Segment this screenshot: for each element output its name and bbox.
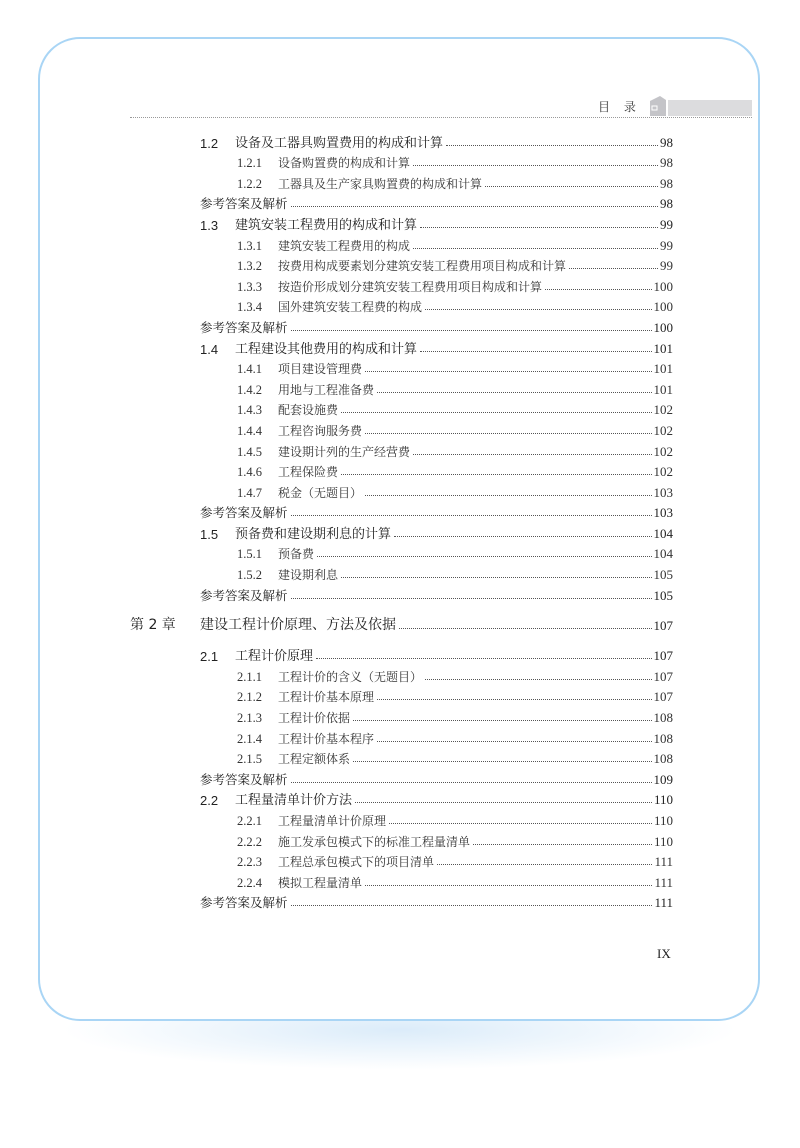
toc-entry-title: 设备购置费的构成和计算 xyxy=(278,156,411,171)
dot-leader xyxy=(394,536,651,537)
dot-leader xyxy=(545,289,651,290)
dot-leader xyxy=(291,905,653,906)
toc-entry-number: 1.2 xyxy=(200,135,219,151)
toc-entry-page: 108 xyxy=(653,730,673,746)
toc-answers-entry[interactable] xyxy=(130,891,673,912)
toc-entry-title: 工器具及生产家具购置费的构成和计算 xyxy=(278,176,483,191)
toc-entry-page: 99 xyxy=(660,237,673,253)
dot-leader xyxy=(420,227,658,228)
toc-entry-page: 101 xyxy=(653,361,673,377)
toc-answers-entry[interactable] xyxy=(130,583,673,604)
toc-entry[interactable] xyxy=(130,705,673,726)
toc-entry[interactable] xyxy=(130,439,673,460)
toc-entry[interactable] xyxy=(130,542,673,563)
toc-entry[interactable] xyxy=(130,377,673,398)
dot-leader xyxy=(473,844,652,845)
toc-entry-title: 工程咨询服务费 xyxy=(278,423,363,438)
toc-entry-title: 设备及工器具购置费用的构成和计算 xyxy=(235,135,444,151)
toc-entry[interactable] xyxy=(130,850,673,871)
toc-answers-entry[interactable] xyxy=(130,767,673,788)
toc-entry-title: 项目建设管理费 xyxy=(278,362,363,377)
toc-entry[interactable] xyxy=(130,460,673,481)
toc-entry-number: 2.1 xyxy=(200,649,219,665)
header-bar xyxy=(668,100,752,116)
toc-entry[interactable] xyxy=(130,829,673,850)
toc-entry-page: 100 xyxy=(653,299,673,315)
dot-leader xyxy=(291,206,658,207)
toc-answers-entry[interactable] xyxy=(130,315,673,336)
toc-entry-title: 建设期计列的生产经营费 xyxy=(278,444,411,459)
toc-entry-title: 工程计价的含义（无题目） xyxy=(278,669,423,684)
dot-leader xyxy=(446,145,658,146)
toc-entry-title: 工程量清单计价方法 xyxy=(235,793,353,809)
toc-entry-page: 98 xyxy=(660,134,673,150)
toc-entry-page: 111 xyxy=(654,895,673,911)
toc-entry-number: 2.2.4 xyxy=(237,875,262,890)
dot-leader xyxy=(485,186,658,187)
toc-entry-number: 1.4.5 xyxy=(237,444,262,459)
toc-entry-page: 104 xyxy=(653,546,673,562)
dot-leader xyxy=(377,741,651,742)
dot-leader xyxy=(341,474,651,475)
toc-answers-entry[interactable] xyxy=(130,192,673,213)
toc-entry-page: 105 xyxy=(653,587,673,603)
toc-entry-number: 1.4.2 xyxy=(237,382,262,397)
toc-entry-number: 1.2.2 xyxy=(237,176,262,191)
toc-entry-number: 2.1.2 xyxy=(237,690,262,705)
page-number: IX xyxy=(657,946,671,961)
toc-chapter[interactable] xyxy=(130,612,673,634)
dot-leader xyxy=(437,864,652,865)
dot-leader xyxy=(425,679,651,680)
toc-entry-page: 108 xyxy=(653,710,673,726)
toc-entry-title: 工程计价依据 xyxy=(278,711,351,726)
toc-entry-title: 模拟工程量清单 xyxy=(278,875,363,890)
dot-leader xyxy=(316,658,651,659)
toc-entry-page: 110 xyxy=(653,813,673,828)
dot-leader xyxy=(420,351,651,352)
toc-entry[interactable] xyxy=(130,480,673,501)
toc-entry[interactable] xyxy=(130,747,673,768)
toc-entry-title: 国外建筑安装工程费的构成 xyxy=(278,300,423,315)
dot-leader xyxy=(365,495,651,496)
dot-leader xyxy=(291,598,652,599)
toc-entry-number: 2.2.3 xyxy=(237,855,262,870)
toc-entry-page: 107 xyxy=(653,668,673,684)
toc-entry[interactable] xyxy=(130,418,673,439)
toc-entry-title: 税金（无题目） xyxy=(278,485,363,500)
toc-entry[interactable] xyxy=(130,870,673,891)
dot-leader xyxy=(365,433,651,434)
dot-leader xyxy=(413,165,658,166)
toc-entry[interactable] xyxy=(130,254,673,275)
toc-entry-page: 99 xyxy=(660,216,673,232)
toc-entry[interactable] xyxy=(130,521,673,542)
toc-entry[interactable] xyxy=(130,685,673,706)
dot-leader xyxy=(365,885,652,886)
dot-leader xyxy=(413,248,658,249)
toc-entry-number: 1.4.6 xyxy=(237,465,262,480)
dot-leader xyxy=(341,577,651,578)
toc-entry-number: 2.1.1 xyxy=(237,669,262,684)
toc-entry-title: 建设工程计价原理、方法及依据 xyxy=(200,616,396,633)
toc-entry-page: 100 xyxy=(653,319,673,335)
toc-entry-title: 参考答案及解析 xyxy=(200,587,288,603)
toc-entry-page: 103 xyxy=(653,484,673,500)
toc-entry-title: 按造价形成划分建筑安装工程费用项目构成和计算 xyxy=(278,279,543,294)
dot-leader xyxy=(291,782,652,783)
toc-answers-entry[interactable] xyxy=(130,501,673,522)
toc-entry-title: 工程量清单计价原理 xyxy=(278,814,387,828)
dot-leader xyxy=(377,699,651,700)
toc-entry-page: 102 xyxy=(653,443,673,459)
bookmark-tab-icon xyxy=(648,95,668,116)
toc-entry-title: 参考答案及解析 xyxy=(200,319,288,335)
toc-entry-number: 1.3.2 xyxy=(237,259,262,274)
toc-entry-number: 1.3.1 xyxy=(237,238,262,253)
toc-entry-number: 2.1.4 xyxy=(237,731,262,746)
running-header-title: 目 录 xyxy=(598,100,641,114)
table-of-contents xyxy=(130,130,673,911)
toc-entry-page: 111 xyxy=(654,874,673,890)
toc-entry-title: 建筑安装工程费用的构成和计算 xyxy=(235,217,418,233)
toc-entry-number: 1.4 xyxy=(200,341,219,357)
toc-entry-title: 工程定额体系 xyxy=(278,752,351,767)
toc-entry-title: 工程计价基本原理 xyxy=(278,690,375,705)
dot-leader xyxy=(399,628,652,629)
toc-entry-title: 工程总承包模式下的项目清单 xyxy=(278,855,435,870)
header-divider xyxy=(130,117,752,118)
toc-entry-number: 1.5.1 xyxy=(237,547,262,562)
toc-entry-page: 107 xyxy=(653,617,673,633)
toc-entry-page: 102 xyxy=(653,402,673,418)
toc-entry[interactable] xyxy=(130,274,673,295)
toc-entry-number: 1.5 xyxy=(200,526,219,542)
toc-entry-page: 98 xyxy=(660,155,673,171)
toc-entry-page: 101 xyxy=(653,381,673,397)
toc-entry-page: 110 xyxy=(653,792,673,808)
toc-entry-title: 工程保险费 xyxy=(278,465,339,480)
dot-leader xyxy=(353,761,651,762)
toc-entry-page: 107 xyxy=(653,648,673,664)
toc-entry-title: 用地与工程准备费 xyxy=(278,382,375,397)
dot-leader xyxy=(425,309,651,310)
toc-entry-title: 建设期利息 xyxy=(278,568,339,583)
toc-entry-number: 2.2 xyxy=(200,793,219,809)
dot-leader xyxy=(291,515,652,516)
toc-entry-page: 98 xyxy=(660,196,673,212)
toc-entry-page: 107 xyxy=(653,689,673,705)
toc-entry-number: 第 2 章 xyxy=(130,616,176,633)
toc-entry-page: 100 xyxy=(653,278,673,294)
toc-entry[interactable] xyxy=(130,644,673,665)
toc-entry-page: 99 xyxy=(660,258,673,274)
toc-entry[interactable] xyxy=(130,151,673,172)
dot-leader xyxy=(291,330,652,331)
toc-entry-page: 108 xyxy=(653,751,673,767)
dot-leader xyxy=(365,371,651,372)
toc-entry[interactable] xyxy=(130,233,673,254)
toc-entry-page: 110 xyxy=(653,833,673,849)
dot-leader xyxy=(377,392,651,393)
toc-entry[interactable] xyxy=(130,212,673,233)
toc-entry-page: 109 xyxy=(653,771,673,787)
toc-entry-page: 101 xyxy=(653,340,673,356)
toc-entry-number: 2.1.5 xyxy=(237,752,262,767)
toc-entry-number: 1.5.2 xyxy=(237,568,262,583)
dot-leader xyxy=(569,268,658,269)
dot-leader xyxy=(389,823,652,824)
toc-entry-number: 1.4.4 xyxy=(237,423,262,438)
toc-entry-number: 2.2.2 xyxy=(237,834,262,849)
toc-entry[interactable] xyxy=(130,295,673,316)
toc-entry-title: 建筑安装工程费用的构成 xyxy=(278,238,411,253)
toc-entry-page: 102 xyxy=(653,422,673,438)
toc-entry[interactable] xyxy=(130,130,673,151)
dot-leader xyxy=(413,454,651,455)
toc-entry-title: 配套设施费 xyxy=(278,403,339,418)
toc-entry-title: 工程建设其他费用的构成和计算 xyxy=(235,341,418,357)
dot-leader xyxy=(353,720,651,721)
dot-leader xyxy=(317,556,651,557)
toc-entry-page: 102 xyxy=(653,464,673,480)
toc-entry[interactable] xyxy=(130,357,673,378)
toc-entry-number: 1.4.3 xyxy=(237,403,262,418)
toc-entry-number: 2.1.3 xyxy=(237,711,262,726)
toc-entry[interactable] xyxy=(130,808,673,829)
toc-entry-number: 1.4.7 xyxy=(237,485,262,500)
toc-entry[interactable] xyxy=(130,336,673,357)
toc-entry-number: 1.4.1 xyxy=(237,362,262,377)
toc-entry[interactable] xyxy=(130,562,673,583)
toc-entry-number: 1.2.1 xyxy=(237,156,262,171)
toc-entry-title: 参考答案及解析 xyxy=(200,895,288,911)
toc-entry-number: 1.3.4 xyxy=(237,300,262,315)
toc-entry-number: 2.2.1 xyxy=(237,814,262,828)
toc-entry-title: 参考答案及解析 xyxy=(200,505,288,521)
dot-leader xyxy=(341,412,651,413)
toc-entry-page: 98 xyxy=(660,175,673,191)
toc-entry-title: 预备费和建设期利息的计算 xyxy=(235,526,392,542)
toc-entry-title: 参考答案及解析 xyxy=(200,771,288,787)
toc-entry-title: 参考答案及解析 xyxy=(200,196,288,212)
toc-entry-title: 工程计价基本程序 xyxy=(278,731,375,746)
toc-entry-title: 工程计价原理 xyxy=(235,649,314,665)
toc-entry[interactable] xyxy=(130,726,673,747)
toc-entry-title: 预备费 xyxy=(278,547,315,562)
toc-entry-page: 111 xyxy=(654,854,673,870)
toc-entry-title: 按费用构成要素划分建筑安装工程费用项目构成和计算 xyxy=(278,259,567,274)
toc-entry-page: 104 xyxy=(653,525,673,541)
toc-entry-title: 施工发承包模式下的标准工程量清单 xyxy=(278,834,471,849)
toc-entry-number: 1.3 xyxy=(200,217,219,233)
toc-entry[interactable] xyxy=(130,171,673,192)
dot-leader xyxy=(355,802,652,803)
toc-entry-number: 1.3.3 xyxy=(237,279,262,294)
toc-entry[interactable] xyxy=(130,398,673,419)
toc-entry[interactable] xyxy=(130,664,673,685)
toc-entry[interactable] xyxy=(130,788,673,809)
toc-entry-page: 103 xyxy=(653,505,673,521)
toc-entry-page: 105 xyxy=(653,567,673,583)
